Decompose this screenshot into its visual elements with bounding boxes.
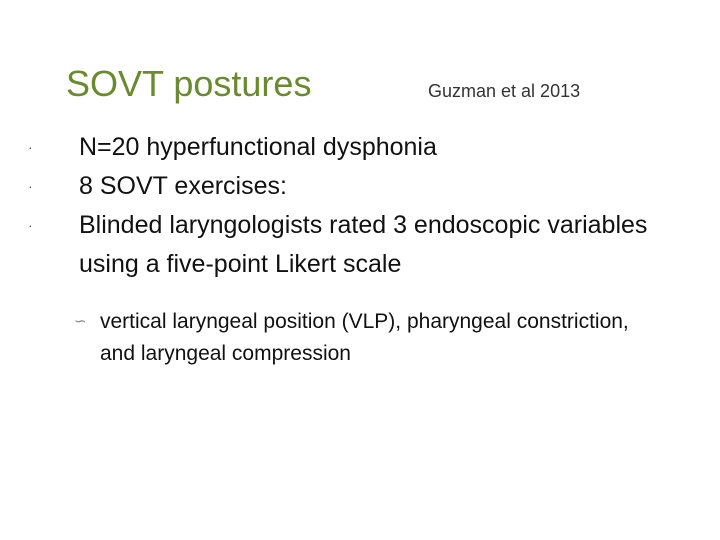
bullet-text: Blinded laryngologists rated 3 endoscopic variables using a five-point Likert scale <box>79 211 648 278</box>
bullet-list <box>28 128 688 284</box>
bullet-text: N=20 hyperfunctional dysphonia <box>79 133 437 161</box>
sub-bullet-item <box>74 306 660 370</box>
bullet-item <box>28 128 688 167</box>
bullet-dot-icon: · <box>28 139 33 155</box>
bullet-item <box>28 206 688 284</box>
bullet-dot-icon: · <box>28 217 33 233</box>
bullet-dot-icon: · <box>28 178 33 194</box>
slide-title: SOVT postures <box>66 63 312 104</box>
bullet-text: 8 SOVT exercises: <box>79 172 287 200</box>
sub-bullet-text: vertical laryngeal position (VLP), pharyngeal constriction, and laryngeal compression <box>100 310 629 365</box>
sub-bullet-marker-icon: ∽ <box>74 313 87 330</box>
bullet-item <box>28 167 688 206</box>
citation: Guzman et al 2013 <box>428 81 581 101</box>
